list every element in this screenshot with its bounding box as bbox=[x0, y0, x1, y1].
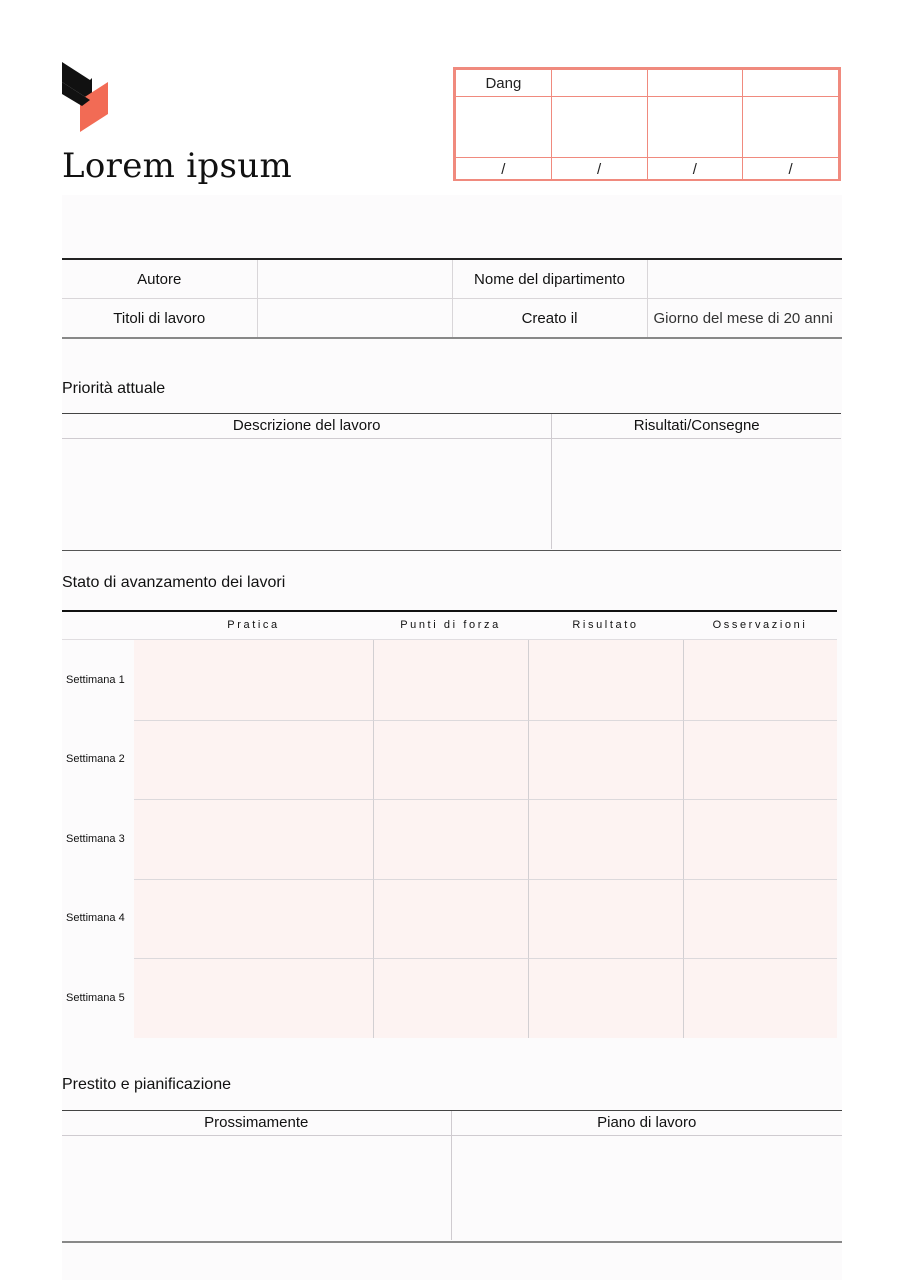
strengths-cell[interactable] bbox=[373, 799, 528, 879]
results-field[interactable] bbox=[551, 439, 841, 549]
week-label: Settimana 1 bbox=[66, 673, 125, 686]
strengths-cell[interactable] bbox=[373, 879, 528, 959]
table-row bbox=[62, 640, 837, 720]
col-practice-header: Pratica bbox=[227, 619, 280, 631]
practice-cell[interactable] bbox=[134, 879, 373, 959]
priority-table bbox=[62, 413, 841, 551]
signature-cell[interactable] bbox=[647, 97, 743, 158]
result-cell[interactable] bbox=[528, 799, 683, 879]
col-strengths-header: Punti di forza bbox=[400, 619, 501, 631]
week-label: Settimana 5 bbox=[66, 991, 125, 1004]
date-slash: / bbox=[743, 158, 839, 181]
approval-label: Dang bbox=[456, 70, 552, 97]
practice-cell[interactable] bbox=[134, 799, 373, 879]
practice-cell[interactable] bbox=[134, 958, 373, 1038]
author-label: Autore bbox=[62, 260, 257, 299]
notes-cell[interactable] bbox=[683, 879, 837, 959]
department-label: Nome del dipartimento bbox=[452, 260, 647, 299]
job-title-field[interactable] bbox=[257, 299, 452, 338]
priority-title: Priorità attuale bbox=[62, 380, 166, 397]
signature-cell[interactable] bbox=[743, 97, 839, 158]
week-label: Settimana 4 bbox=[66, 912, 125, 925]
author-field[interactable] bbox=[257, 260, 452, 299]
date-slash: / bbox=[551, 158, 647, 181]
col-notes-header: Osservazioni bbox=[712, 619, 808, 631]
job-description-header: Descrizione del lavoro bbox=[232, 417, 381, 434]
upcoming-header: Prossimamente bbox=[204, 1114, 309, 1131]
date-slash: / bbox=[456, 158, 552, 181]
result-cell[interactable] bbox=[528, 720, 683, 800]
table-row bbox=[62, 799, 837, 879]
planning-table bbox=[62, 1110, 842, 1243]
stacked-blocks-logo-icon bbox=[62, 62, 110, 134]
job-title-label: Titoli di lavoro bbox=[62, 299, 257, 338]
results-header: Risultati/Consegne bbox=[551, 414, 841, 438]
approval-grid bbox=[453, 67, 841, 181]
page-title: Lorem ipsum bbox=[62, 146, 292, 186]
progress-title: Stato di avanzamento dei lavori bbox=[62, 574, 286, 591]
signature-cell[interactable] bbox=[456, 97, 552, 158]
info-table bbox=[62, 258, 842, 339]
strengths-cell[interactable] bbox=[373, 720, 528, 800]
result-cell[interactable] bbox=[528, 640, 683, 720]
notes-cell[interactable] bbox=[683, 640, 837, 720]
result-cell[interactable] bbox=[528, 958, 683, 1038]
work-plan-field[interactable] bbox=[451, 1136, 843, 1240]
practice-cell[interactable] bbox=[134, 720, 373, 800]
work-plan-header: Piano di lavoro bbox=[451, 1111, 843, 1135]
col-result-header: Risultato bbox=[572, 619, 639, 631]
strengths-cell[interactable] bbox=[373, 958, 528, 1038]
strengths-cell[interactable] bbox=[373, 640, 528, 720]
notes-cell[interactable] bbox=[683, 799, 837, 879]
notes-cell[interactable] bbox=[683, 958, 837, 1038]
date-slash: / bbox=[647, 158, 743, 181]
practice-cell[interactable] bbox=[134, 640, 373, 720]
notes-cell[interactable] bbox=[683, 720, 837, 800]
planning-title: Prestito e pianificazione bbox=[62, 1076, 231, 1093]
signature-cell[interactable] bbox=[551, 97, 647, 158]
job-description-field[interactable] bbox=[62, 439, 551, 549]
table-row bbox=[62, 720, 837, 800]
created-field[interactable]: Giorno del mese di 20 anni bbox=[647, 299, 842, 338]
week-label: Settimana 3 bbox=[66, 832, 125, 845]
progress-table bbox=[62, 610, 837, 1038]
department-field[interactable] bbox=[647, 260, 842, 299]
upcoming-field[interactable] bbox=[62, 1136, 451, 1240]
result-cell[interactable] bbox=[528, 879, 683, 959]
table-row bbox=[62, 958, 837, 1038]
week-label: Settimana 2 bbox=[66, 753, 125, 766]
table-row bbox=[62, 879, 837, 959]
created-label: Creato il bbox=[452, 299, 647, 338]
